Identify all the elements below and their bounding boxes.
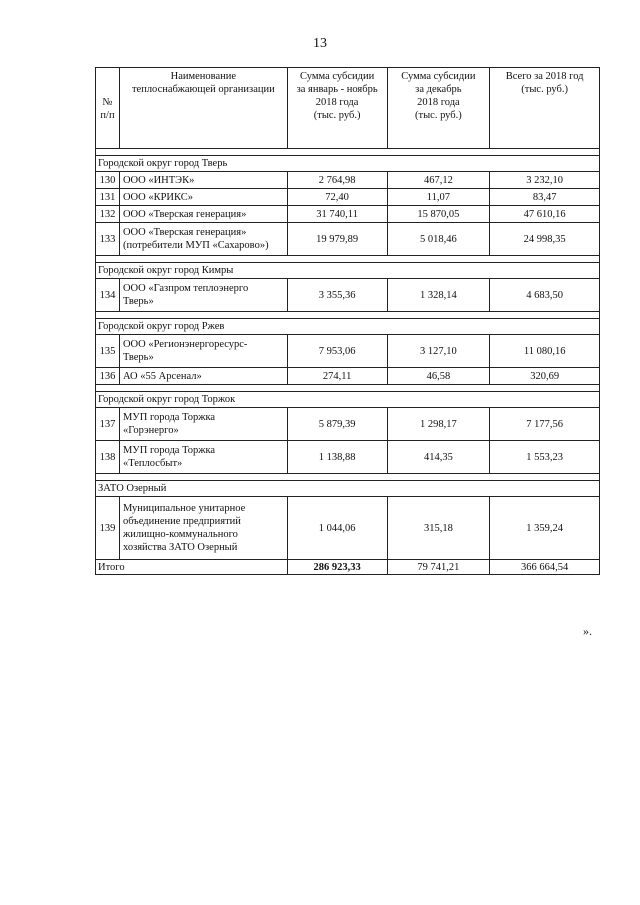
organization-name: ООО «Тверская генерация» (потребители МУП «Сахарово») bbox=[119, 223, 287, 256]
group-header-row bbox=[96, 156, 600, 172]
subsidy-dec: 5 018,46 bbox=[387, 223, 490, 256]
subsidy-total: 24 998,35 bbox=[490, 223, 600, 256]
total-jan-nov: 286 923,33 bbox=[287, 560, 387, 575]
organization-name: ООО «ИНТЭК» bbox=[119, 172, 287, 189]
closing-quote-mark: ». bbox=[583, 624, 592, 638]
table-row bbox=[96, 335, 600, 368]
group-spacer bbox=[96, 256, 600, 263]
group-title: Городской округ город Ржев bbox=[96, 319, 600, 335]
subsidy-dec: 414,35 bbox=[387, 441, 490, 474]
organization-name: ООО «Регионэнергоресурс- Тверь» bbox=[119, 335, 287, 368]
total-total: 366 664,54 bbox=[490, 560, 600, 575]
table-row bbox=[96, 408, 600, 441]
group-spacer-cell bbox=[96, 149, 600, 156]
subsidy-dec: 315,18 bbox=[387, 497, 490, 560]
group-title: Городской округ город Кимры bbox=[96, 263, 600, 279]
group-title: Городской округ город Торжок bbox=[96, 392, 600, 408]
table-row bbox=[96, 279, 600, 312]
group-spacer-cell bbox=[96, 474, 600, 481]
table-row bbox=[96, 206, 600, 223]
row-number: 130 bbox=[96, 172, 120, 189]
subsidy-jan-nov: 3 355,36 bbox=[287, 279, 387, 312]
row-number: 138 bbox=[96, 441, 120, 474]
row-number: 139 bbox=[96, 497, 120, 560]
header-name: Наименование теплоснабжающей организации bbox=[119, 68, 287, 149]
row-number: 135 bbox=[96, 335, 120, 368]
group-spacer bbox=[96, 474, 600, 481]
subsidy-dec: 467,12 bbox=[387, 172, 490, 189]
row-number: 133 bbox=[96, 223, 120, 256]
subsidy-jan-nov: 5 879,39 bbox=[287, 408, 387, 441]
table-row bbox=[96, 497, 600, 560]
total-dec: 79 741,21 bbox=[387, 560, 490, 575]
subsidy-jan-nov: 274,11 bbox=[287, 368, 387, 385]
subsidy-total: 1 359,24 bbox=[490, 497, 600, 560]
organization-name: МУП города Торжка «Горэнерго» bbox=[119, 408, 287, 441]
group-spacer bbox=[96, 385, 600, 392]
subsidy-dec: 46,58 bbox=[387, 368, 490, 385]
organization-name: ООО «КРИКС» bbox=[119, 189, 287, 206]
row-number: 136 bbox=[96, 368, 120, 385]
subsidy-total: 1 553,23 bbox=[490, 441, 600, 474]
subsidy-total: 3 232,10 bbox=[490, 172, 600, 189]
header-total: Всего за 2018 год (тыс. руб.) bbox=[490, 68, 600, 149]
subsidy-table bbox=[95, 67, 600, 575]
group-header-row bbox=[96, 481, 600, 497]
subsidy-total: 7 177,56 bbox=[490, 408, 600, 441]
group-header-row bbox=[96, 319, 600, 335]
organization-name: ООО «Тверская генерация» bbox=[119, 206, 287, 223]
row-number: 137 bbox=[96, 408, 120, 441]
table-row bbox=[96, 368, 600, 385]
subsidy-jan-nov: 19 979,89 bbox=[287, 223, 387, 256]
subsidy-total: 4 683,50 bbox=[490, 279, 600, 312]
row-number: 131 bbox=[96, 189, 120, 206]
subsidy-jan-nov: 31 740,11 bbox=[287, 206, 387, 223]
total-label: Итого bbox=[96, 560, 288, 575]
organization-name: АО «55 Арсенал» bbox=[119, 368, 287, 385]
page-number: 13 bbox=[313, 36, 327, 51]
subsidy-dec: 15 870,05 bbox=[387, 206, 490, 223]
subsidy-jan-nov: 2 764,98 bbox=[287, 172, 387, 189]
row-number: 132 bbox=[96, 206, 120, 223]
total-row bbox=[96, 560, 600, 575]
group-spacer-cell bbox=[96, 256, 600, 263]
subsidy-dec: 3 127,10 bbox=[387, 335, 490, 368]
subsidy-total: 320,69 bbox=[490, 368, 600, 385]
group-header-row bbox=[96, 392, 600, 408]
table-row bbox=[96, 441, 600, 474]
group-spacer bbox=[96, 149, 600, 156]
subsidy-total: 83,47 bbox=[490, 189, 600, 206]
group-spacer-cell bbox=[96, 385, 600, 392]
organization-name: ООО «Газпром теплоэнерго Тверь» bbox=[119, 279, 287, 312]
group-title: Городской округ город Тверь bbox=[96, 156, 600, 172]
table-header-row bbox=[96, 68, 600, 149]
subsidy-dec: 1 298,17 bbox=[387, 408, 490, 441]
subsidy-dec: 1 328,14 bbox=[387, 279, 490, 312]
group-header-row bbox=[96, 263, 600, 279]
table-row bbox=[96, 189, 600, 206]
header-jan-nov: Сумма субсидии за январь - ноябрь 2018 года (тыс. руб.) bbox=[287, 68, 387, 149]
group-title: ЗАТО Озерный bbox=[96, 481, 600, 497]
row-number: 134 bbox=[96, 279, 120, 312]
subsidy-jan-nov: 7 953,06 bbox=[287, 335, 387, 368]
table-row bbox=[96, 172, 600, 189]
subsidy-jan-nov: 1 044,06 bbox=[287, 497, 387, 560]
header-dec: Сумма субсидии за декабрь 2018 года (тыс. руб.) bbox=[387, 68, 490, 149]
subsidy-total: 11 080,16 bbox=[490, 335, 600, 368]
organization-name: Муниципальное унитарное объединение предприятий жилищно-коммунального хозяйства ЗАТО Озерный bbox=[119, 497, 287, 560]
organization-name: МУП города Торжка «Теплосбыт» bbox=[119, 441, 287, 474]
header-num: № п/п bbox=[96, 68, 120, 149]
subsidy-total: 47 610,16 bbox=[490, 206, 600, 223]
group-spacer bbox=[96, 312, 600, 319]
subsidy-jan-nov: 1 138,88 bbox=[287, 441, 387, 474]
table-row bbox=[96, 223, 600, 256]
subsidy-jan-nov: 72,40 bbox=[287, 189, 387, 206]
subsidy-dec: 11,07 bbox=[387, 189, 490, 206]
group-spacer-cell bbox=[96, 312, 600, 319]
